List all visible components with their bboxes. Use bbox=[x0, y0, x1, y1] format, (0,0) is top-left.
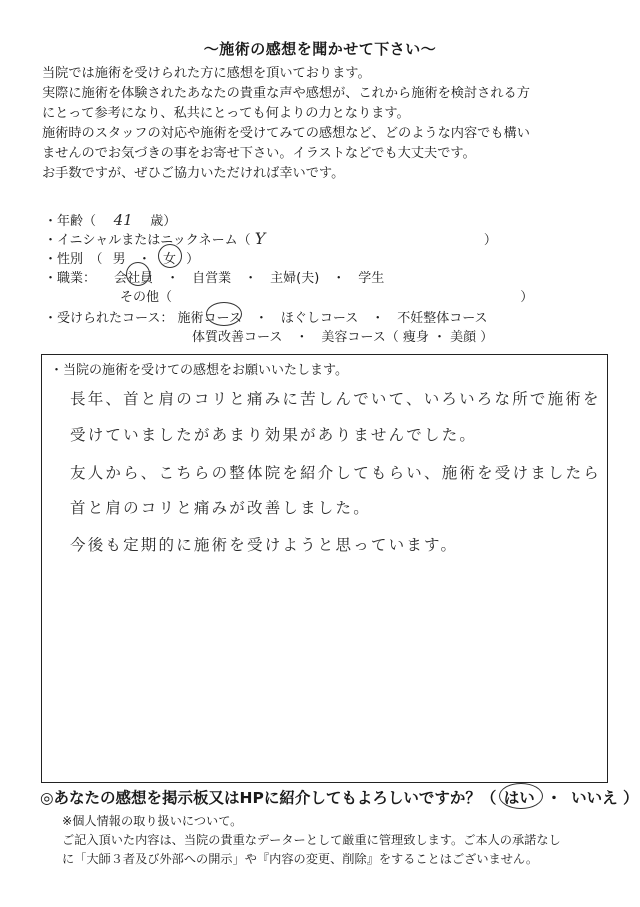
age-label: ・年齢（ bbox=[44, 214, 97, 229]
initial-row bbox=[44, 229, 497, 248]
job-options-text: 会社員 ・ 自営業 ・ 主婦(夫) ・ 学生 bbox=[114, 271, 385, 286]
gender-male[interactable]: 男 bbox=[112, 252, 126, 267]
job-options[interactable] bbox=[114, 267, 384, 286]
consent-no[interactable]: いいえ bbox=[571, 789, 618, 807]
intro-text bbox=[42, 64, 622, 184]
job-label: ・職業： bbox=[44, 271, 97, 286]
intro-line: 実際に施術を体験されたあなたの貴重な声や感想が、これから施術を検討される方 bbox=[42, 86, 530, 101]
gender-dot: ・ bbox=[137, 252, 151, 267]
job-row bbox=[44, 267, 384, 286]
comment-box[interactable] bbox=[41, 354, 608, 783]
job-other-row bbox=[120, 286, 533, 305]
consent-yes[interactable] bbox=[504, 786, 535, 808]
course-row-2 bbox=[192, 326, 493, 345]
intro-line: 施術時のスタッフの対応や施術を受けてみての感想など、どのような内容でも構い bbox=[42, 126, 530, 141]
intro-line: にとって参考になり、私共にとっても何よりの力となります。 bbox=[42, 106, 410, 121]
selection-circle bbox=[206, 302, 242, 326]
age-row bbox=[44, 210, 176, 229]
course-label: ・受けられたコース： bbox=[44, 311, 174, 326]
course-row bbox=[44, 307, 488, 326]
gender-row bbox=[44, 248, 199, 267]
consent-close: ） bbox=[623, 789, 639, 807]
selection-circle bbox=[158, 244, 182, 268]
gender-label: ・性別 （ bbox=[44, 252, 103, 267]
comment-line: 友人から、こちらの整体院を紹介してもらい、施術を受けましたら bbox=[70, 464, 602, 482]
comment-line: 受けていましたがあまり効果がありませんでした。 bbox=[70, 426, 478, 444]
privacy-line: に「大師３者及び外部への開示」や『内容の変更、削除』をすることはございません。 bbox=[62, 852, 539, 866]
initial-close: ） bbox=[483, 233, 497, 248]
gender-female[interactable] bbox=[163, 248, 176, 267]
privacy-line: ※個人情報の取り扱いについて。 bbox=[62, 814, 243, 828]
selection-circle bbox=[126, 262, 150, 286]
course-options-line2[interactable]: 体質改善コース ・ 美容コース（ 痩身 ・ 美顔 ） bbox=[192, 330, 494, 345]
consent-sep: ・ bbox=[546, 789, 562, 807]
gender-female-label: 女 bbox=[162, 252, 176, 267]
age-value[interactable]: 41 bbox=[113, 211, 133, 229]
course-options-line1[interactable] bbox=[178, 307, 488, 326]
intro-line: ませんのでお気づきの事をお寄せ下さい。イラストなどでも大丈夫です。 bbox=[42, 146, 476, 161]
page-title: 〜施術の感想を聞かせて下さい〜 bbox=[203, 40, 437, 58]
age-suffix: 歳） bbox=[150, 214, 177, 229]
consent-question bbox=[40, 786, 639, 808]
intro-line: お手数ですが、ぜひご協力いただければ幸いです。 bbox=[42, 166, 345, 181]
comment-line: 長年、首と肩のコリと痛みに苦しんでいて、いろいろな所で施術を bbox=[70, 390, 601, 408]
job-other-close: ） bbox=[520, 290, 534, 305]
comment-heading: ・当院の施術を受けての感想をお願いいたします。 bbox=[50, 363, 348, 378]
comment-line: 首と肩のコリと痛みが改善しました。 bbox=[70, 499, 371, 517]
gender-close: ） bbox=[186, 252, 200, 267]
privacy-notice bbox=[62, 812, 632, 869]
initial-label: ・イニシャルまたはニックネーム（ bbox=[44, 233, 251, 248]
initial-value[interactable]: Y bbox=[254, 229, 266, 248]
course-options-text: 施術コース ・ ほぐしコース ・ 不妊整体コース bbox=[177, 311, 488, 326]
comment-line: 今後も定期的に施術を受けようと思っています。 bbox=[70, 536, 459, 554]
job-other-label: その他（ bbox=[120, 290, 173, 305]
selection-circle bbox=[499, 783, 543, 809]
intro-line: 当院では施術を受けられた方に感想を頂いております。 bbox=[42, 66, 371, 81]
consent-yes-label: はい bbox=[503, 789, 535, 807]
privacy-line: ご記入頂いた内容は、当院の貴重なデーターとして厳重に管理致します。ご本人の承諾なし bbox=[62, 833, 561, 847]
consent-question-text: ◎あなたの感想を掲示板又はHPに紹介してもよろしいですか？（ bbox=[40, 789, 497, 807]
